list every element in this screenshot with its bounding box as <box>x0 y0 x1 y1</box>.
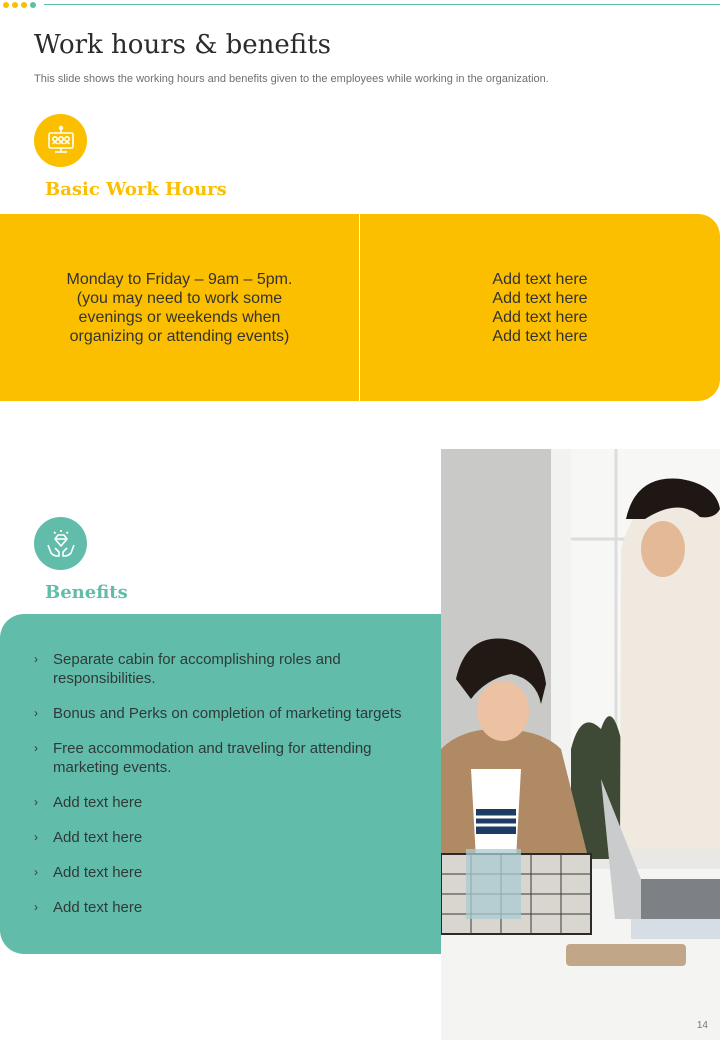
benefit-text: Free accommodation and traveling for attending marketing events. <box>53 740 372 776</box>
benefit-item <box>34 898 434 917</box>
dot <box>30 2 36 8</box>
work-hours-extra-line: Add text here <box>492 308 588 326</box>
page-number: 14 <box>696 1020 708 1031</box>
benefit-item <box>34 704 434 723</box>
work-hours-extra-line: Add text here <box>492 327 588 345</box>
benefit-text: Add text here <box>53 829 143 846</box>
dot <box>21 2 27 8</box>
benefits-list <box>34 650 434 933</box>
dot <box>3 2 9 8</box>
work-hours-panel <box>0 214 720 401</box>
work-hours-schedule-text: Monday to Friday – 9am – 5pm.(you may need to work some evenings or weekends when organizing or attending events) <box>66 270 293 345</box>
page-title: Work hours & benefits <box>34 30 331 60</box>
header-divider <box>44 4 720 5</box>
office-photo <box>441 449 720 1040</box>
benefit-text: Add text here <box>53 864 143 881</box>
chevron-right-icon: › <box>34 830 38 844</box>
work-hours-extra-cell <box>360 214 720 401</box>
work-hours-schedule-cell <box>0 214 359 401</box>
chevron-right-icon: › <box>34 865 38 879</box>
benefit-item <box>34 828 434 847</box>
work-hours-extra-line: Add text here <box>492 270 588 288</box>
chevron-right-icon: › <box>34 706 38 720</box>
work-hours-heading: Basic Work Hours <box>45 179 227 200</box>
page-subtitle: This slide shows the working hours and benefits given to the employees while working in the organization. <box>34 73 549 85</box>
chevron-right-icon: › <box>34 900 38 914</box>
chevron-right-icon: › <box>34 652 38 666</box>
benefit-item <box>34 863 434 882</box>
benefit-text: Add text here <box>53 899 143 916</box>
benefit-item <box>34 793 434 812</box>
benefit-text: Add text here <box>53 794 143 811</box>
work-hours-extra-line: Add text here <box>492 289 588 307</box>
chevron-right-icon: › <box>34 741 38 755</box>
benefit-item <box>34 650 434 688</box>
computer-network-icon <box>34 114 87 167</box>
benefit-text: Bonus and Perks on completion of marketing targets <box>53 705 402 722</box>
benefit-item <box>34 739 434 777</box>
dot <box>12 2 18 8</box>
chevron-right-icon: › <box>34 795 38 809</box>
benefits-heading: Benefits <box>45 582 128 603</box>
decorative-dots <box>3 2 36 8</box>
benefit-text: Separate cabin for accomplishing roles and responsibilities. <box>53 651 341 687</box>
hands-diamond-icon <box>34 517 87 570</box>
